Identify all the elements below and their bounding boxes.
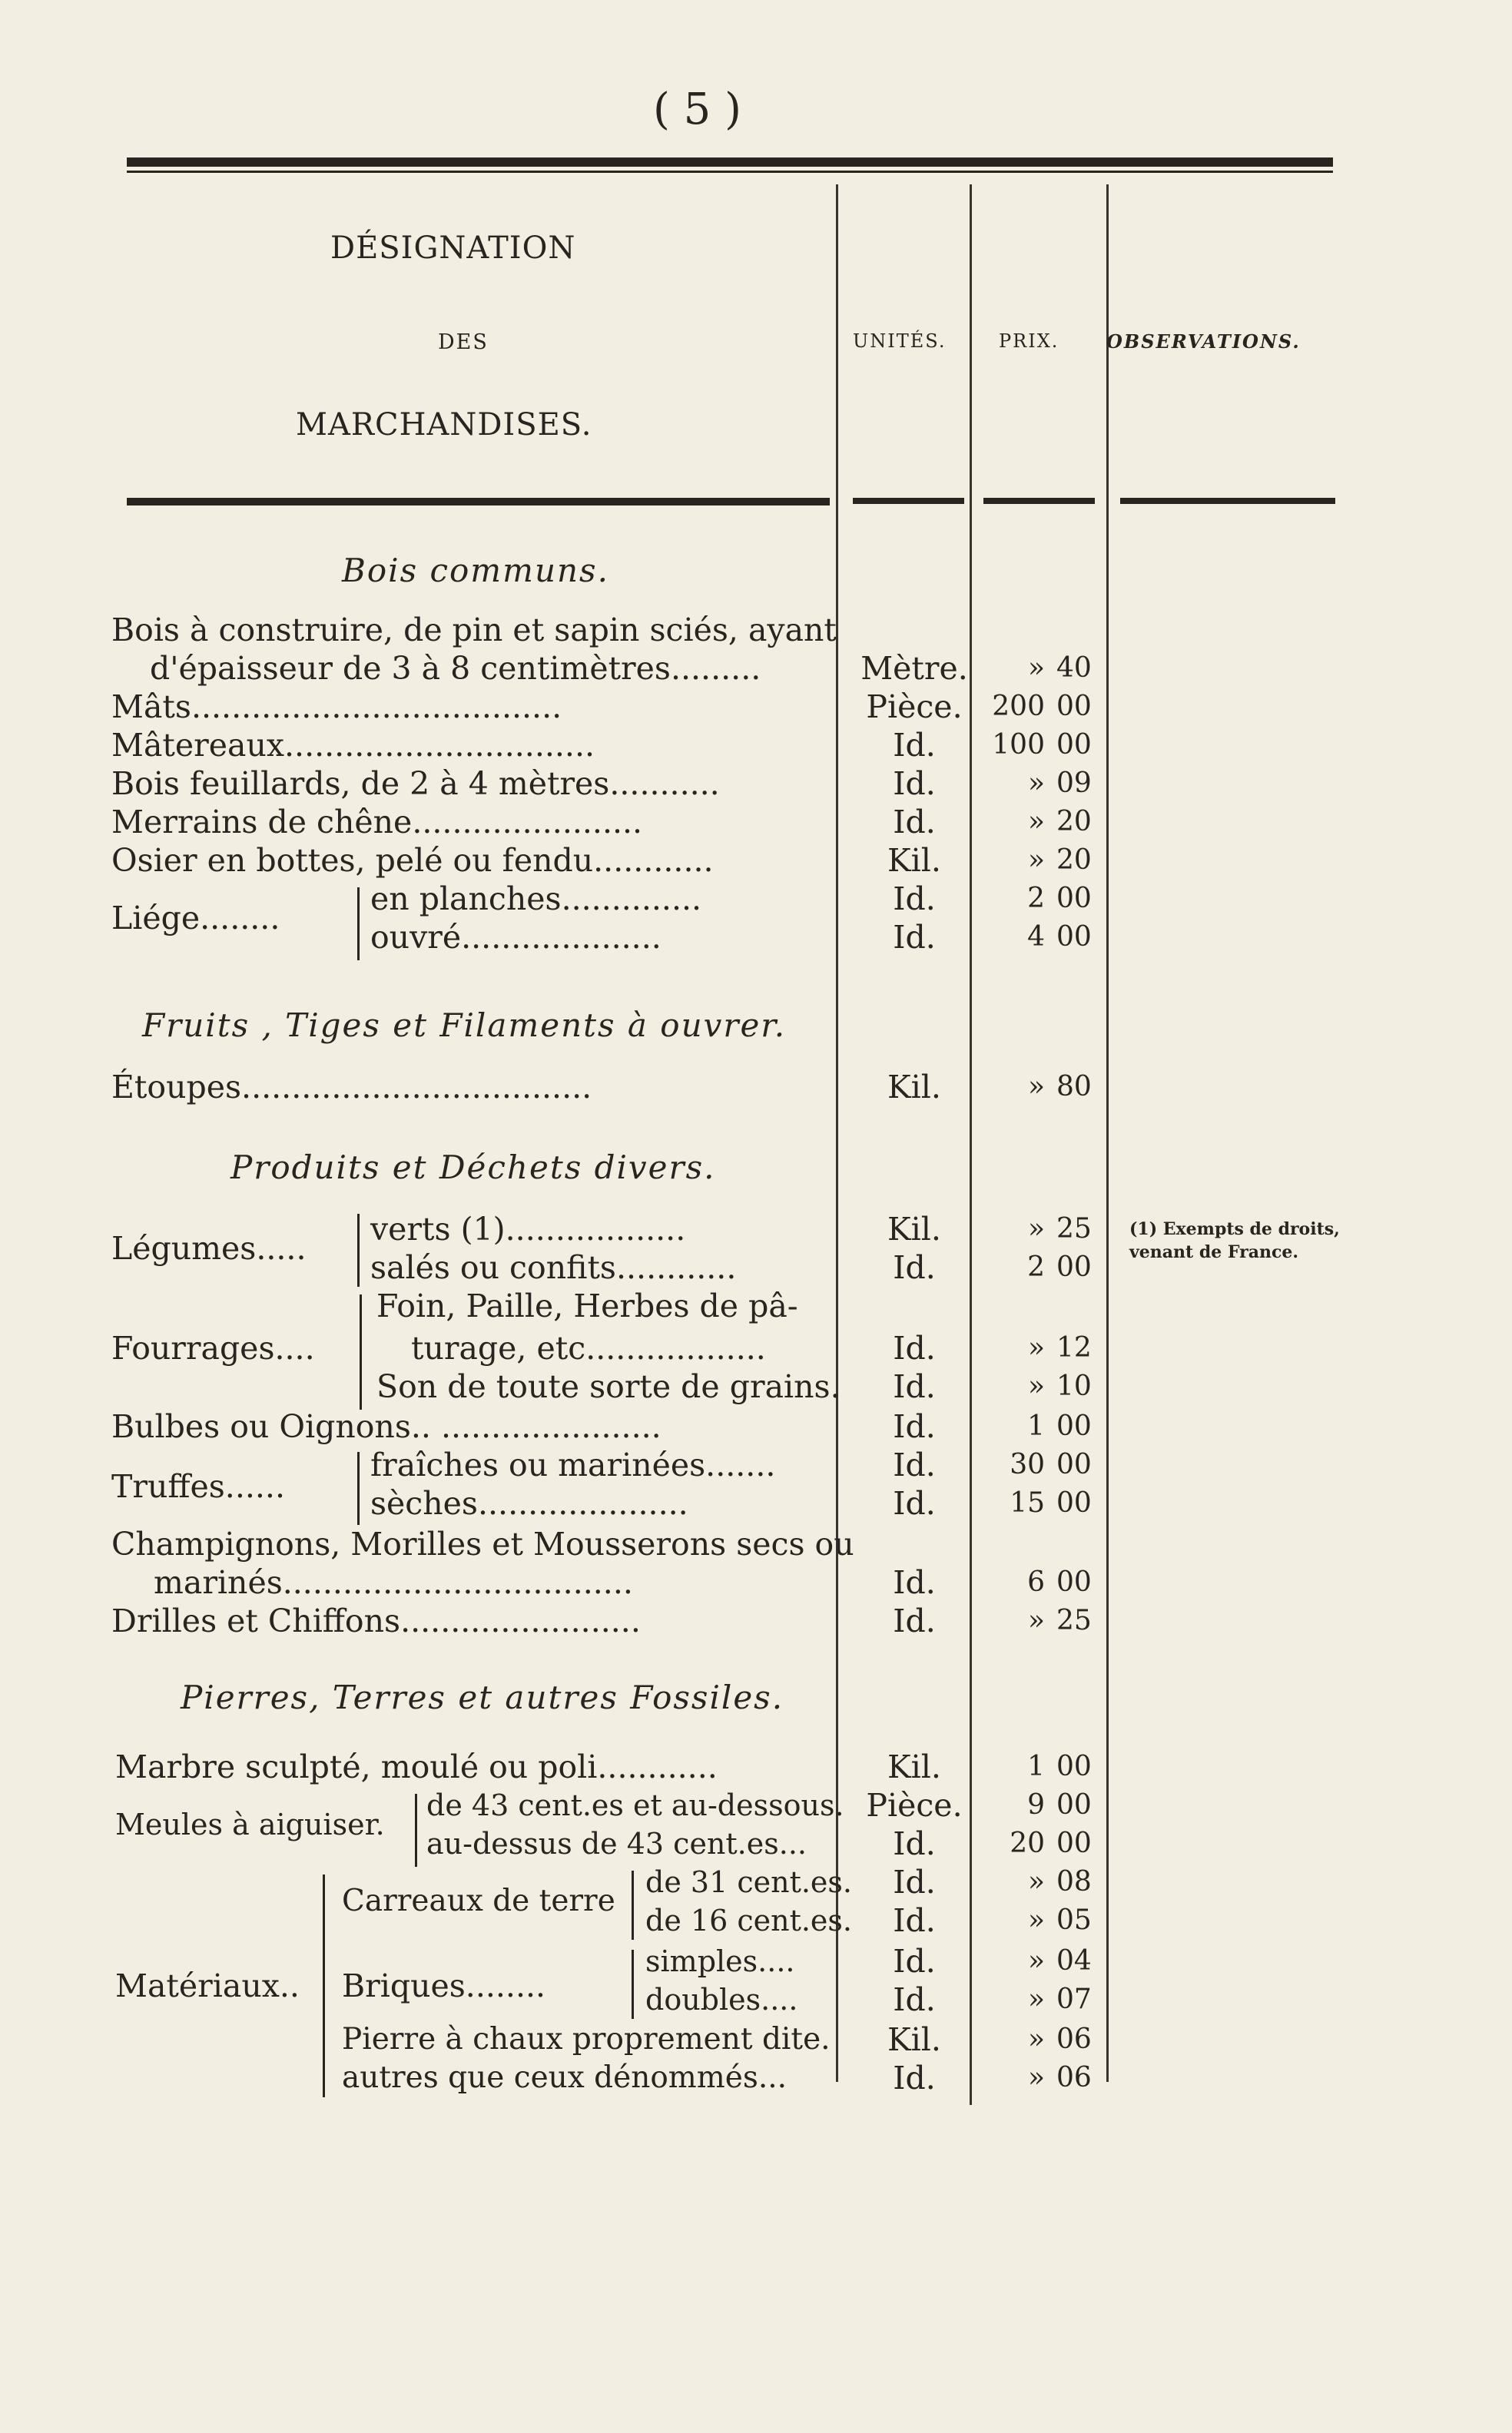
price-feuillards-cents: 09 (1056, 767, 1092, 799)
price-meules-dessus-cents: 00 (1056, 1828, 1092, 1859)
observation-note: (1) Exempts de droits, venant de France. (1129, 1219, 1340, 1262)
row-legumes-sales: salés ou confits............ (370, 1249, 737, 1286)
row-liege-ouvre: ouvré.................... (370, 919, 662, 956)
row-merrains: Merrains de chêne....................... (111, 804, 643, 840)
price-carreaux-31-francs: » (1027, 1866, 1045, 1898)
price-truffes-seches-cents: 00 (1056, 1487, 1092, 1519)
unit-legumes-verts: Kil. (887, 1211, 941, 1248)
price-bulbes-cents: 00 (1056, 1410, 1092, 1442)
unit-truffes-fraiches: Id. (893, 1447, 936, 1483)
brace-materiaux (323, 1874, 329, 2097)
row-matereaux: Mâtereaux............................... (111, 727, 595, 764)
row-liege-label: Liége........ (111, 900, 280, 936)
row-mats: Mâts..................................... (111, 688, 562, 725)
row-legumes-label: Légumes..... (111, 1230, 307, 1267)
price-legumes-verts-francs: » (1027, 1213, 1045, 1245)
brace-legumes (357, 1214, 363, 1287)
unit-champignons: Id. (893, 1564, 936, 1601)
price-truffes-fraiches-cents: 00 (1056, 1449, 1092, 1480)
price-truffes-fraiches-francs: 30 (1010, 1449, 1045, 1480)
page-number: ( 5 ) (653, 85, 741, 134)
price-bulbes-francs: 1 (1027, 1410, 1045, 1442)
row-fourrages-foin-1: Foin, Paille, Herbes de pâ- (376, 1288, 798, 1324)
price-legumes-sales-cents: 00 (1056, 1251, 1092, 1283)
header-designation: DÉSIGNATION (330, 230, 576, 266)
unit-carreaux-31: Id. (893, 1864, 936, 1901)
row-briques-doubles: doubles.... (645, 1983, 798, 2017)
unit-bulbes: Id. (893, 1408, 936, 1445)
row-carreaux-31: de 31 cent.es. (645, 1865, 852, 1899)
price-legumes-verts-cents: 25 (1056, 1213, 1092, 1245)
unit-mats: Pièce. (866, 688, 963, 725)
header-marchandises: MARCHANDISES. (296, 407, 592, 443)
row-briques-simples: simples.... (645, 1944, 795, 1978)
price-meules-dessous-francs: 9 (1027, 1789, 1045, 1821)
unit-briques-simples: Id. (893, 1943, 936, 1980)
row-bulbes: Bulbes ou Oignons.. ...................... (111, 1408, 662, 1445)
header-unites: UNITÉS. (853, 330, 947, 352)
price-liege-planches-cents: 00 (1056, 883, 1092, 914)
brace-carreaux (632, 1871, 638, 1940)
price-autres-cents: 06 (1056, 2062, 1092, 2093)
price-carreaux-16-francs: » (1027, 1904, 1045, 1936)
price-bois-construire-francs: » (1027, 652, 1045, 684)
unit-drilles: Id. (893, 1603, 936, 1639)
header-observations: OBSERVATIONS. (1106, 330, 1301, 353)
price-etoupes-francs: » (1027, 1071, 1045, 1102)
unit-carreaux-16: Id. (893, 1902, 936, 1939)
unit-merrains: Id. (893, 804, 936, 840)
price-osier-francs: » (1027, 844, 1045, 876)
row-liege-planches: en planches.............. (370, 880, 702, 917)
row-truffes-fraiches: fraîches ou marinées....... (370, 1447, 776, 1483)
unit-autres: Id. (893, 2060, 936, 2097)
price-autres-francs: » (1027, 2062, 1045, 2093)
unit-matereaux: Id. (893, 727, 936, 764)
row-bois-construire-2: d'épaisseur de 3 à 8 centimètres......... (150, 650, 761, 687)
price-briques-doubles-cents: 07 (1056, 1984, 1092, 2015)
row-champignons-1: Champignons, Morilles et Mousserons secs ou (111, 1526, 854, 1563)
brace-liege (357, 887, 363, 960)
top-rule-thin (127, 171, 1333, 173)
unit-meules-dessous: Pièce. (866, 1787, 963, 1824)
row-meules-label: Meules à aiguiser. (115, 1808, 385, 1841)
row-meules-dessous: de 43 cent.es et au-dessous. (426, 1788, 844, 1822)
section-pierres: Pierres, Terres et autres Fossiles. (181, 1679, 784, 1716)
price-marbre-cents: 00 (1056, 1751, 1092, 1782)
price-meules-dessous-cents: 00 (1056, 1789, 1092, 1821)
header-rule-observations (1120, 498, 1335, 504)
price-legumes-sales-francs: 2 (1027, 1251, 1045, 1283)
unit-truffes-seches: Id. (893, 1485, 936, 1522)
price-fourrages-foin-francs: » (1027, 1332, 1045, 1364)
row-briques-label: Briques........ (342, 1967, 546, 2004)
row-marbre: Marbre sculpté, moulé ou poli............ (115, 1749, 718, 1785)
header-rule-prix (983, 498, 1095, 504)
header-des: DES (438, 330, 489, 354)
row-drilles: Drilles et Chiffons........................ (111, 1603, 641, 1639)
row-truffes-seches: sèches..................... (370, 1485, 688, 1522)
row-meules-dessus: au-dessus de 43 cent.es... (426, 1827, 807, 1861)
unit-fourrages-foin: Id. (893, 1330, 936, 1367)
unit-liege-planches: Id. (893, 880, 936, 917)
row-feuillards: Bois feuillards, de 2 à 4 mètres........... (111, 765, 720, 802)
price-pierre-chaux-francs: » (1027, 2024, 1045, 2055)
row-pierre-chaux: Pierre à chaux proprement dite. (342, 2022, 831, 2057)
unit-etoupes: Kil. (887, 1069, 941, 1105)
row-fourrages-label: Fourrages.... (111, 1330, 315, 1367)
row-osier: Osier en bottes, pelé ou fendu............ (111, 842, 714, 879)
unit-bois-construire: Mètre. (860, 650, 968, 687)
unit-feuillards: Id. (893, 765, 936, 802)
price-mats-francs: 200 (992, 691, 1045, 722)
row-carreaux-label: Carreaux de terre (342, 1884, 615, 1918)
price-meules-dessus-francs: 20 (1010, 1828, 1045, 1859)
price-liege-planches-francs: 2 (1027, 883, 1045, 914)
row-etoupes: Étoupes................................... (111, 1069, 592, 1105)
price-carreaux-16-cents: 05 (1056, 1904, 1092, 1936)
price-liege-ouvre-francs: 4 (1027, 921, 1045, 953)
price-drilles-francs: » (1027, 1605, 1045, 1636)
section-bois-communs: Bois communs. (342, 552, 609, 589)
price-fourrages-son-francs: » (1027, 1371, 1045, 1402)
price-matereaux-francs: 100 (992, 729, 1045, 761)
brace-briques (632, 1950, 638, 2019)
price-briques-simples-cents: 04 (1056, 1945, 1092, 1977)
row-materiaux-label: Matériaux.. (115, 1967, 300, 2004)
row-bois-construire-1: Bois à construire, de pin et sapin sciés, ayant (111, 612, 837, 648)
price-champignons-cents: 00 (1056, 1566, 1092, 1598)
price-truffes-seches-francs: 15 (1010, 1487, 1045, 1519)
section-produits: Produits et Déchets divers. (230, 1149, 716, 1186)
price-briques-simples-francs: » (1027, 1945, 1045, 1977)
price-drilles-cents: 25 (1056, 1605, 1092, 1636)
brace-truffes (357, 1452, 363, 1525)
brace-fourrages (360, 1294, 366, 1410)
unit-pierre-chaux: Kil. (887, 2021, 941, 2058)
row-autres: autres que ceux dénommés... (342, 2060, 788, 2095)
row-carreaux-16: de 16 cent.es. (645, 1904, 852, 1937)
header-rule-designation (127, 498, 830, 505)
top-rule (127, 157, 1333, 167)
row-legumes-verts: verts (1).................. (370, 1211, 686, 1248)
unit-marbre: Kil. (887, 1749, 941, 1785)
header-prix: PRIX. (999, 330, 1059, 352)
unit-fourrages-son: Id. (893, 1368, 936, 1405)
price-fourrages-son-cents: 10 (1056, 1371, 1092, 1402)
price-pierre-chaux-cents: 06 (1056, 2024, 1092, 2055)
price-briques-doubles-francs: » (1027, 1984, 1045, 2015)
unit-legumes-sales: Id. (893, 1249, 936, 1286)
unit-meules-dessus: Id. (893, 1825, 936, 1862)
price-matereaux-cents: 00 (1056, 729, 1092, 761)
price-carreaux-31-cents: 08 (1056, 1866, 1092, 1898)
price-liege-ouvre-cents: 00 (1056, 921, 1092, 953)
price-fourrages-foin-cents: 12 (1056, 1332, 1092, 1364)
price-merrains-cents: 20 (1056, 806, 1092, 837)
unit-briques-doubles: Id. (893, 1981, 936, 2018)
price-bois-construire-cents: 40 (1056, 652, 1092, 684)
price-feuillards-francs: » (1027, 767, 1045, 799)
price-marbre-francs: 1 (1027, 1751, 1045, 1782)
price-merrains-francs: » (1027, 806, 1045, 837)
header-rule-unites (853, 498, 964, 504)
row-fourrages-foin-2: turage, etc.................. (411, 1330, 766, 1367)
unit-osier: Kil. (887, 842, 941, 879)
price-etoupes-cents: 80 (1056, 1071, 1092, 1102)
price-mats-cents: 00 (1056, 691, 1092, 722)
brace-meules (415, 1794, 421, 1867)
price-champignons-francs: 6 (1027, 1566, 1045, 1598)
row-champignons-2: marinés................................... (154, 1564, 633, 1601)
row-fourrages-son: Son de toute sorte de grains. (376, 1368, 841, 1405)
row-truffes-label: Truffes...... (111, 1468, 285, 1505)
price-osier-cents: 20 (1056, 844, 1092, 876)
unit-liege-ouvre: Id. (893, 919, 936, 956)
section-fruits: Fruits , Tiges et Filaments à ouvrer. (142, 1006, 787, 1044)
